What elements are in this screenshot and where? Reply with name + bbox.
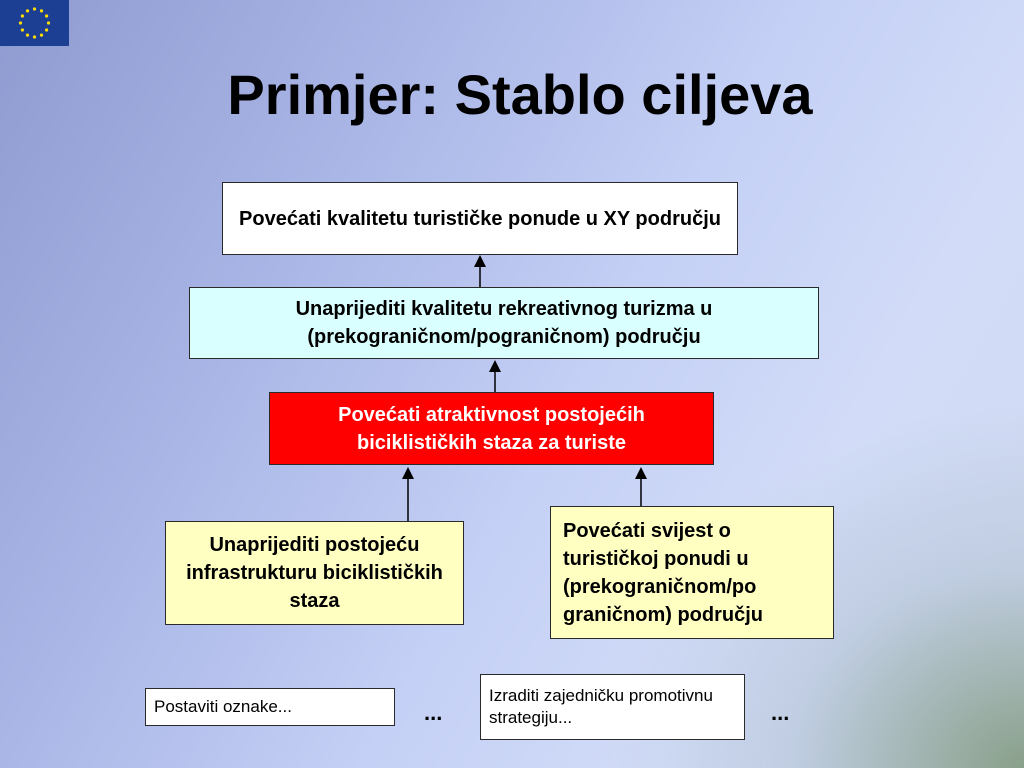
goal-box: Povećati kvalitetu turističke ponude u XY području: [222, 182, 738, 255]
slide-title: Primjer: Stablo ciljeva: [227, 63, 813, 126]
ellipsis-left: ...: [424, 700, 443, 725]
activity-left-label: Postaviti oznake...: [154, 697, 292, 716]
ellipsis-right: ...: [771, 700, 790, 725]
sub-objective-left-box: Unaprijediti postojeću infrastrukturu biciklističkih staza: [165, 521, 464, 625]
purpose-box: Unaprijediti kvalitetu rekreativnog turizma u (prekograničnom/pograničnom) području: [189, 287, 819, 359]
activity-right-box: [480, 674, 745, 740]
activity-left-box: [145, 688, 395, 726]
sub-objective-right-box: Povećati svijest o turističkoj ponudi u (prekograničnom/po graničnom) području: [550, 506, 834, 639]
result-box: Povećati atraktivnost postojećih biciklističkih staza za turiste: [269, 392, 714, 465]
activity-right-label: Izraditi zajedničku promotivnu strategiju...: [489, 686, 713, 727]
